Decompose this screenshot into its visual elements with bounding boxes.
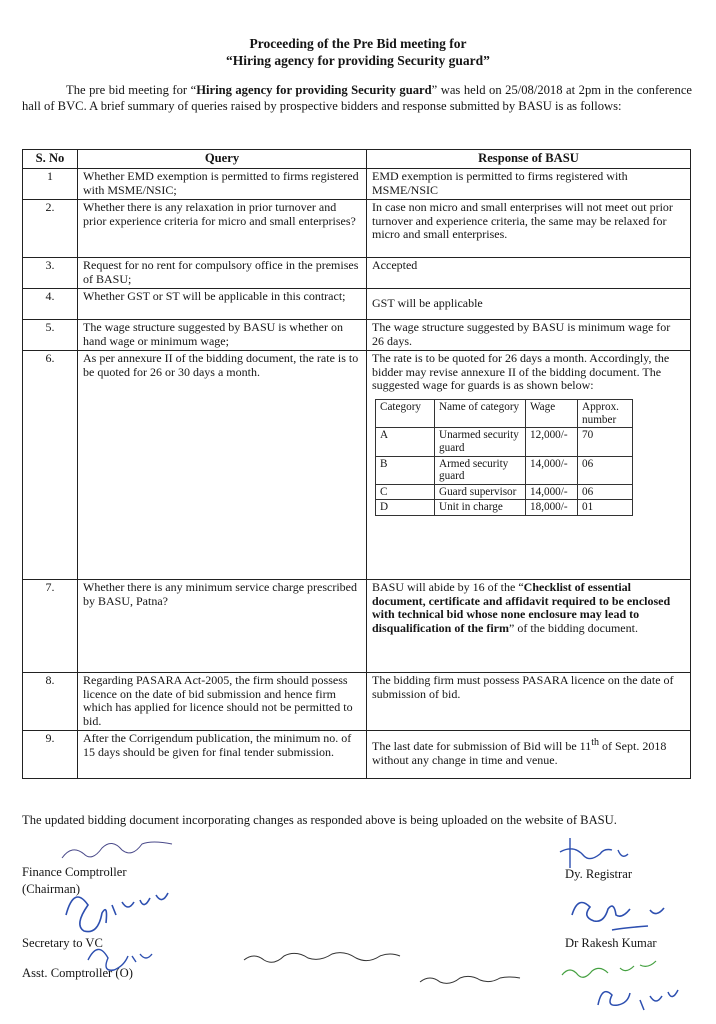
- row-response: GST will be applicable: [367, 288, 691, 319]
- row-response-sup: th: [591, 736, 599, 748]
- signature-scribble-green: [562, 961, 656, 977]
- row-query: Whether there is any minimum service charge prescribed by BASU, Patna?: [78, 579, 367, 672]
- row-query: Request for no rent for compulsory office in the premises of BASU;: [78, 257, 367, 288]
- row-response-post: of Sept. 2018 without any change in time and venue.: [372, 738, 667, 767]
- signature-scribble-rakesh: [572, 903, 664, 931]
- row-response: EMD exemption is permitted to firms registered with MSME/NSIC: [367, 168, 691, 199]
- row-response: The wage structure suggested by BASU is minimum wage for 26 days.: [367, 319, 691, 350]
- wage-cell: 06: [578, 456, 633, 484]
- row-sno: 5.: [23, 319, 78, 350]
- signature-scribble-secretary: [66, 893, 168, 932]
- signature-scribble-registrar: [560, 838, 628, 868]
- wage-header-number: Approx. number: [578, 400, 633, 428]
- wage-cell: 01: [578, 500, 633, 516]
- row-response-post: ” of the bidding document.: [509, 621, 638, 636]
- row-response-pre: BASU will abide by 16 of the “: [372, 579, 524, 594]
- asst-comptroller-label: Asst. Comptroller (O): [22, 966, 133, 980]
- intro-bold: Hiring agency for providing Security guard: [196, 83, 432, 97]
- row-sno: 7.: [23, 579, 78, 672]
- wage-cell: B: [376, 456, 435, 484]
- signature-scribble-bottom: [598, 990, 678, 1010]
- row-query: Regarding PASARA Act-2005, the firm should possess licence on the date of bid submission and hence firm which has applied for licence should not be permitted to bid.: [78, 672, 367, 730]
- header-sno: S. No: [23, 150, 78, 169]
- row-response-text: The rate is to be quoted for 26 days a month. Accordingly, the bidder may revise annexure II of the bidding document. The suggested wage for guards is as shown below:: [372, 350, 670, 393]
- secretary-label: Secretary to VC: [22, 936, 103, 950]
- row-sno: 9.: [23, 730, 78, 778]
- row-response: The bidding firm must possess PASARA licence on the date of submission of bid.: [367, 672, 691, 730]
- row-query: Whether EMD exemption is permitted to firms registered with MSME/NSIC;: [78, 168, 367, 199]
- wage-cell: Armed security guard: [435, 456, 526, 484]
- footer-note: The updated bidding document incorporating changes as responded above is being uploaded on the website of BASU.: [22, 813, 617, 827]
- row-sno: 6.: [23, 350, 78, 579]
- row-sno: 3.: [23, 257, 78, 288]
- row-response: Accepted: [367, 257, 691, 288]
- row-query: Whether GST or ST will be applicable in this contract;: [78, 288, 367, 319]
- document-title-line2: “Hiring agency for providing Security guard”: [226, 53, 490, 68]
- row-query: As per annexure II of the bidding document, the rate is to be quoted for 26 or 30 days a month.: [78, 350, 367, 579]
- wage-cell: C: [376, 484, 435, 500]
- chairman-label: (Chairman): [22, 882, 81, 896]
- signature-scribble-finance: [62, 842, 172, 858]
- rakesh-kumar-label: Dr Rakesh Kumar: [565, 936, 657, 950]
- dy-registrar-label: Dy. Registrar: [565, 867, 633, 881]
- row-response-pre: The last date for submission of Bid will be 11: [372, 738, 592, 753]
- wage-cell: Unarmed security guard: [435, 428, 526, 456]
- wage-header-name: Name of category: [435, 400, 526, 428]
- wage-cell: D: [376, 500, 435, 516]
- wage-cell: 12,000/-: [526, 428, 578, 456]
- wage-header-category: Category: [376, 400, 435, 428]
- intro-part1: The pre bid meeting for “: [66, 83, 197, 97]
- wage-cell: A: [376, 428, 435, 456]
- row-sno: 4.: [23, 288, 78, 319]
- wage-cell: 06: [578, 484, 633, 500]
- wage-cell: 14,000/-: [526, 484, 578, 500]
- wage-cell: Unit in charge: [435, 500, 526, 516]
- wage-cell: Guard supervisor: [435, 484, 526, 500]
- wage-cell: 18,000/-: [526, 500, 578, 516]
- wage-header-wage: Wage: [526, 400, 578, 428]
- intro-part2: ” was held on 25/08/2018 at 2pm in the conference hall of BVC. A brief summary of queries raised by prospective bidders and response submitted by BASU is as follows:: [22, 83, 693, 113]
- row-sno: 1: [23, 168, 78, 199]
- header-response: Response of BASU: [367, 150, 691, 169]
- row-query: The wage structure suggested by BASU is whether on hand wage or minimum wage;: [78, 319, 367, 350]
- row-sno: 2.: [23, 199, 78, 257]
- header-query: Query: [78, 150, 367, 169]
- row-query: After the Corrigendum publication, the minimum no. of 15 days should be given for final tender submission.: [78, 730, 367, 778]
- row-sno: 8.: [23, 672, 78, 730]
- handwritten-note: [244, 953, 520, 984]
- row-response-bold: Checklist of essential document, certificate and affidavit required to be enclosed with technical bid whose none enclosure may lead to disqualification of the firm: [372, 579, 671, 636]
- document-title-line1: Proceeding of the Pre Bid meeting for: [249, 36, 467, 51]
- finance-comptroller-label: Finance Comptroller: [22, 865, 127, 879]
- wage-cell: 70: [578, 428, 633, 456]
- row-query: Whether there is any relaxation in prior turnover and prior experience criteria for micro and small enterprises?: [78, 199, 367, 257]
- wage-cell: 14,000/-: [526, 456, 578, 484]
- row-response: In case non micro and small enterprises will not meet out prior turnover and experience criteria, the same may be relaxed for micro and small enterprises.: [367, 199, 691, 257]
